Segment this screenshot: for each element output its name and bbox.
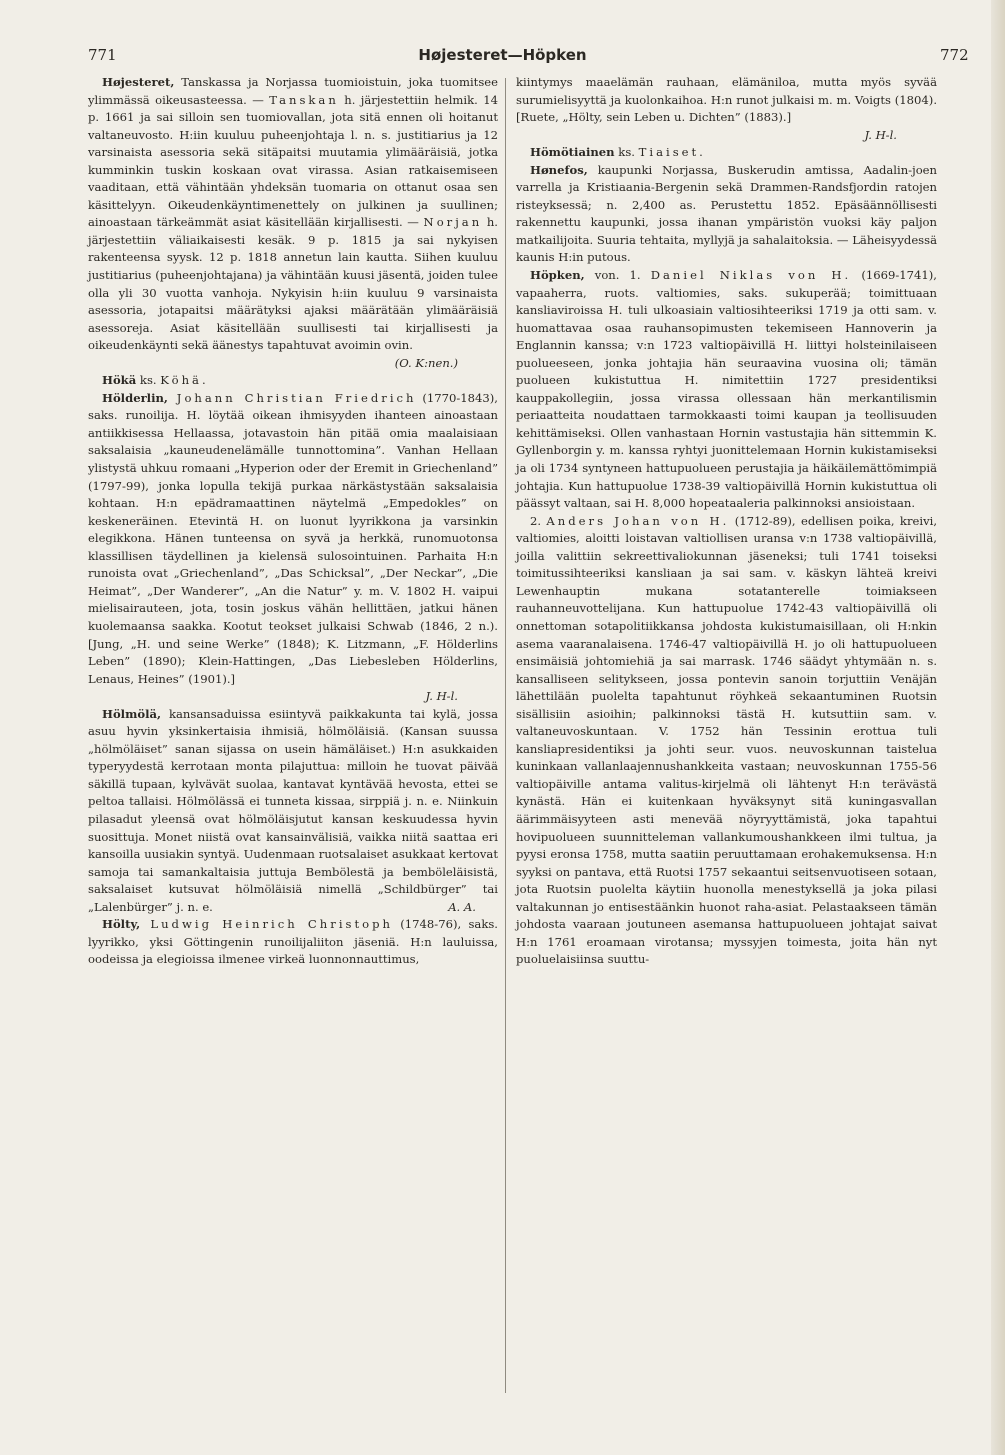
running-header [0, 46, 1005, 70]
headword: Højesteret, [102, 75, 175, 89]
entry-hojesteret [88, 74, 498, 372]
author-signature: A. A. [448, 899, 476, 914]
column-divider [505, 78, 506, 1393]
spaced-term: Norjan [423, 215, 483, 230]
entry-text: von. 1. [584, 268, 651, 283]
entry-text: (1669-1741), vapaaherra, ruots. valtiomies, saks. sukuperää; toimittuaan kansliaviroissa H. tuli ulkoasiain valtiosihteeriksi 1719 ja otti sam. v. huomattavaa osaa rauhansopimusten tekemiseen Hannoverin ja Englannin kanssa; v:n 1723 valtiopäivillä H. liittyi holsteinilaiseen puolueeseen, jonka johtajia hän seuraavina vuosina oli; tämän puolueen kukistuttua H. nimitettiin 1727 presidentiksi kauppakollegiin, jossa virassa ollessaan hän merkantilismin periaatteita noudattaen tarmokkaasti toimi kaupan ja teollisuuden kehittämiseksi. Ollen vanhastaan Hornin vastustajia hän sittemmin K. Gyllenborgin y. m. kanssa ryhtyi juonittelemaan Hornin kukistamiseksi ja oli 1734 syntyneen hattupuolueen perustajia ja häikäilemättömimpiä johtajia. Kun hattupuolue 1738-39 valtiopäivillä Hornin kukistuttua oli päässyt valtaan, sai H. 8,000 hopeataaleria palkinnoksi ansioistaan. [516, 268, 937, 511]
entry-hopken-1 [516, 267, 937, 513]
entry-homotiainen [516, 144, 937, 162]
entry-hoka [88, 372, 498, 390]
entry-holmola [88, 706, 498, 917]
headword: Hökä [102, 373, 137, 388]
entry-text: h. järjestettiin väliaikaisesti kesäk. 9 p. 1815 ja sai nykyisen rakenteensa syysk. 12 p. 1818 annetun lain kautta. Siihen kuuluu justitiarius (puheenjohtajana) ja vähintään kuusi jäsentä, joiden tulee olla yli 30 vuotta vanhoja. Nykyisin h:iin kuuluu 9 varsinaista asessoria, jotapaitsi määrätyksi ajaksi määrätään ylimääräisiä asessoreja. Asiat käsitellään suullisesti tai kirjallisesti ja oikeudenkäynti sekä äänestys tapahtuvat avoimin ovin. [88, 215, 498, 353]
entry-text: ks. [614, 145, 639, 160]
entry-honefos [516, 162, 937, 267]
entry-text: (1712-89), edellisen poika, kreivi, valtiomies, aloitti loistavan valtiollisen uransa v:n 1738 valtiopäivillä, joilla valittiin sekreettivaliokunnan jäseneksi; tuli 1741 toiseksi toimitussihteeriksi kansliaan ja sai sam. v. käskyn lähteä kreivi Lewenhauptin mukana sotatanterelle toimiakseen rauhanneuvottelijana. Kun hattupuolue 1742-43 valtiopäivillä oli onnettoman sotapolitiikkansa johdosta kukistumaisillaan, oli H:nkin asema vaaranalaisena. 1746-47 valtiopäivillä H. jo oli hattupuolueen ensimäisiä johtomiehiä ja sai marrask. 1746 säädyt yhtymään n. s. kansalliseen selitykseen, jossa pontevin sanoin torjuttiin Venäjän lähettilään puolelta tapahtunut röyhkeä sekaantuminen Ruotsin sisällisiin asioihin; palkinnoksi tästä H. kutsuttiin sam. v. valtaneuvoskuntaan. V. 1752 hän Tessinin erottua tuli kansliapresidentiksi ja johti seur. vuos. neuvoskunnan taistelua kuninkaan vallanlaajennushankkeita vastaan; neuvoskunnan 1755-56 valtiopäiville antama valitus-kirjelmä oli lähtenyt H:n terävästä kynästä. Hän ei kuitenkaan hyväksynyt sitä kuningasvallan äärimmäisyyteen asti menevää nöyryyttämistä, joka tapahtui hovipuolueen suunnitteleman vallankumoushankkeen ilmi tultua, ja pyysi eronsa 1758, mutta saatiin peruuttamaan erohakemuksensa. H:n syyksi on pantava, että Ruotsi 1757 sekaantui seitsenvuotiseen sotaan, jota Ruotsin puolelta käytiin huonolla menestyksellä ja joka pilasi valtakunnan jo entisestäänkin huonot raha-asiat. Pelastaakseen tämän johdosta vaaraan joutuneen asemansa hattupuolueen johtajat saivat H:n 1761 eroamaan virotansa; myssyjen toimesta, joita hän nyt puoluelaisiinsa suuttu- [516, 513, 938, 967]
entry-holty [88, 916, 498, 969]
headword: Höpken, [530, 268, 585, 283]
entry-number: 2. [530, 513, 547, 528]
entry-hopken-2 [516, 513, 937, 969]
page-edge [991, 0, 1005, 1455]
entry-text: ks. [136, 373, 161, 388]
page-number-right: 772 [940, 46, 969, 64]
author-signature: J. H-l. [864, 127, 897, 142]
header-title: Højesteret—Höpken [418, 46, 587, 64]
entry-text: h. järjestettiin helmik. 14 p. 1661 ja sai silloin sen tuomiovallan, jota sitä ennen oli hoitanut valtaneuvosto. H:iin kuuluu puheenjohtaja l. n. s. justitiarius ja 12 varsinaista asessoria sekä sitäpaitsi muutamia ylimääräisiä, jotka kumminkin tuskin koskaan ovat virassa. Asian ratkaisemiseen vaaditaan, että vähintään yhdeksän tuomaria on ottanut osaa sen käsittelyyn. Oikeudenkäyntimenettely on julkinen ja suullinen; ainoastaan tärkeämmät asiat käsitellään kirjallisesti. — [88, 92, 498, 230]
entry-text: (1748-76), saks. lyyrikko, yksi Göttingenin runoilijaliiton jäseniä. H:n lauluissa, oodeissa ja elegioissa ilmenee virkeä luonnonnauttimus, [88, 917, 498, 967]
headword: Hömötiainen [530, 145, 615, 160]
headword: Hønefos, [530, 162, 588, 177]
left-column [88, 74, 498, 969]
entry-text: (1770-1843), saks. runoilija. H. löytää oikean ihmisyyden ihanteen ainoastaan antiikkisessa Hellaassa, jotavastoin hän pitää omia maalaisiaan saksalaisia „kauneudenelämälle tunnottomina”. Vanhan Hellaan ylistystä uhkuu romaani „Hyperion oder der Eremit in Griechenland” (1797-99), jonka lopulla tekijä purkaa närkästystään saksalaisia kohtaan. H:n epädramaattinen näytelmä „Empedokles” on keskeneräinen. Etevintä H. on luonut lyyrikkona ja varsinkin elegikkona. Hänen tunteensa on syvä ja herkkä, runomuotonsa klassillisen täydellinen ja kielensä sulosointuinen. Parhaita H:n runoista ovat „Griechenland”, „Das Schicksal”, „Der Neckar”, „Die Heimat”, „Der Wanderer”, „An die Natur” y. m. V. 1802 H. vaipui mielisairauteen, jota, tosin joskus vähän hellittäen, jatkui hänen kuolemaansa saakka. Kootut teokset julkaisi Schwab (1846, 2 n.). [Jung, „H. und seine Werke” (1848); K. Litzmann, „F. Hölderlins Leben” (1890); Klein-Hattingen, „Das Liebesleben Hölderlins, Lenaus, Heines” (1901).] [88, 390, 498, 686]
spaced-term: Tiaiset. [638, 145, 706, 160]
right-column [516, 74, 937, 969]
headword: Hölmölä, [102, 706, 162, 721]
headword: Hölderlin, [102, 390, 168, 405]
author-signature: J. H-l. [425, 689, 458, 704]
entry-text: Tanskassa ja Norjassa tuomioistuin, joka tuomitsee ylimmässä oikeusasteessa. — [88, 75, 498, 107]
entry-holty-continued [516, 74, 937, 144]
headword: Hölty, [102, 917, 141, 932]
spaced-term: Tanskan [269, 92, 339, 107]
spaced-term: Daniel Niklas von H. [650, 268, 852, 283]
author-signature: (O. K:nen.) [394, 355, 458, 370]
spaced-term: Köhä. [160, 373, 209, 388]
entry-holderlin [88, 390, 498, 706]
entry-text: kiintymys maaelämän rauhaan, elämäniloa, mutta myös syvää surumielisyyttä ja kuolonkaihoa. H:n runot julkaisi m. m. Voigts (1804). [Ruete, „Hölty, sein Leben u. Dichten” (1883).] [516, 75, 937, 125]
spaced-term: Johann Christian Friedrich [167, 390, 417, 405]
spaced-term: Ludwig Heinrich Christoph [140, 917, 393, 932]
entry-text: kaupunki Norjassa, Buskerudin amtissa, Aadalin-joen varrella ja Kristiaania-Bergenin sekä Drammen-Randsfjordin ratojen risteyksessä; n. 2,400 as. Perustettu 1852. Epäsäännöllisesti rakennettu kaupunki, jossa ihanan ympäristön vuoksi käy paljon matkailijoita. Suuria tehtaita, myllyjä ja sahalaitoksia. — Läheisyydessä kaunis H:in putous. [516, 162, 937, 265]
entry-text: kansansaduissa esiintyvä paikkakunta tai kylä, jossa asuu hyvin yksinkertaisia ihmisiä, hölmöläisiä. (Kansan suussa „hölmöläiset” sanan sijassa on usein hämäläiset.) H:n asukkaiden typeryydestä kerrotaan monta pilajuttua: milloin he tuovat päivää säkillä tupaan, kylvävät suolaa, kantavat kyntävää hevosta, ettei se peltoa tallaisi. Hölmölässä ei tunneta kissaa, sirppiä j. n. e. Niinkuin pilasadut yleensä ovat hölmöläisjutut kansan keskuudessa hyvin suosittuja. Monet niistä ovat kansainvälisiä, vaikka niitä saattaa eri kansoilla uusiakin syntyä. Uudenmaan ruotsalaiset asukkaat kertovat samoja tai samankaltaisia juttuja Bembölestä ja bemböleläisistä, saksalaiset kutsuvat hölmöläisiä nimellä „Schildbürger” tai „Lalenbürger” j. n. e. [88, 706, 498, 914]
spaced-term: Anders Johan von H. [546, 513, 730, 528]
page-number-left: 771 [88, 46, 117, 64]
